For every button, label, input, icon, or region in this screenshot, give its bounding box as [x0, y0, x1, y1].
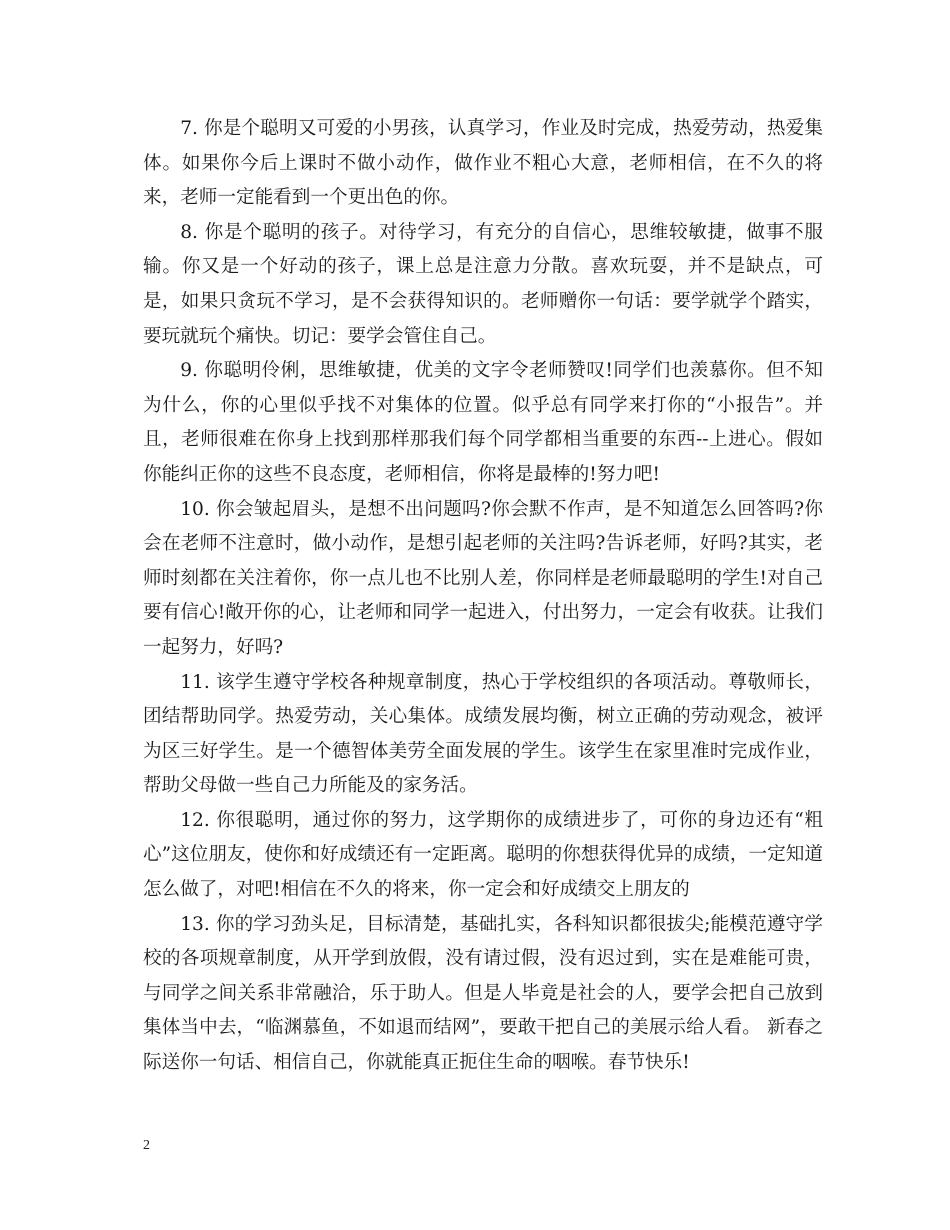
paragraph-11: 11. 该学生遵守学校各种规章制度，热心于学校组织的各项活动。尊敬师长，团结帮助同学。热爱劳动，关心集体。成绩发展均衡，树立正确的劳动观念，被评为区三好学生。是一个德智体美劳全面发展的学生。该学生在家里准时完成作业，帮助父母做一些自己力所能及的家务活。	[143, 671, 823, 797]
page-number: 2	[143, 1138, 150, 1153]
paragraph-13: 13. 你的学习劲头足，目标清楚，基础扎实，各科知识都很拔尖;能模范遵守学校的各项规章制度，从开学到放假，没有请过假，没有迟过到，实在是难能可贵，与同学之间关系非常融洽，乐于助人。但是人毕竟是社会的人，要学会把自己放到集体当中去，“临渊慕鱼，不如退而结网”，要敢干把自己的美展示给人看。 新春之际送你一句话、相信自己，你就能真正扼住生命的咽喉。春节快乐!	[143, 913, 823, 1074]
paragraph-8: 8. 你是个聪明的孩子。对待学习，有充分的自信心，思维较敏捷，做事不服输。你又是一个好动的孩子，课上总是注意力分散。喜欢玩耍，并不是缺点，可是，如果只贪玩不学习，是不会获得知识的。老师赠你一句话：要学就学个踏实，要玩就玩个痛快。切记：要学会管住自己。	[143, 221, 823, 347]
document-body	[143, 112, 823, 1081]
paragraph-10: 10. 你会皱起眉头，是想不出问题吗?你会默不作声，是不知道怎么回答吗?你会在老师不注意时，做小动作，是想引起老师的关注吗?告诉老师，好吗?其实，老师时刻都在关注着你，你一点儿也不比别人差，你同样是老师最聪明的学生!对自己要有信心!敞开你的心，让老师和同学一起进入，付出努力，一定会有收获。让我们一起努力，好吗?	[143, 498, 823, 658]
paragraph-12: 12. 你很聪明，通过你的努力，这学期你的成绩进步了，可你的身边还有“粗心”这位朋友，使你和好成绩还有一定距离。聪明的你想获得优异的成绩，一定知道怎么做了，对吧!相信在不久的将来，你一定会和好成绩交上朋友的	[143, 809, 823, 901]
paragraph-9: 9. 你聪明伶俐，思维敏捷，优美的文字令老师赞叹!同学们也羡慕你。但不知为什么，你的心里似乎找不对集体的位置。似乎总有同学来打你的“小报告”。并且，老师很难在你身上找到那样那我们每个同学都相当重要的东西--上进心。假如你能纠正你的这些不良态度，老师相信，你将是最棒的!努力吧!	[143, 360, 823, 485]
paragraph-7: 7. 你是个聪明又可爱的小男孩，认真学习，作业及时完成，热爱劳动，热爱集体。如果你今后上课时不做小动作，做作业不粗心大意，老师相信，在不久的将来，老师一定能看到一个更出色的你。	[143, 118, 823, 209]
